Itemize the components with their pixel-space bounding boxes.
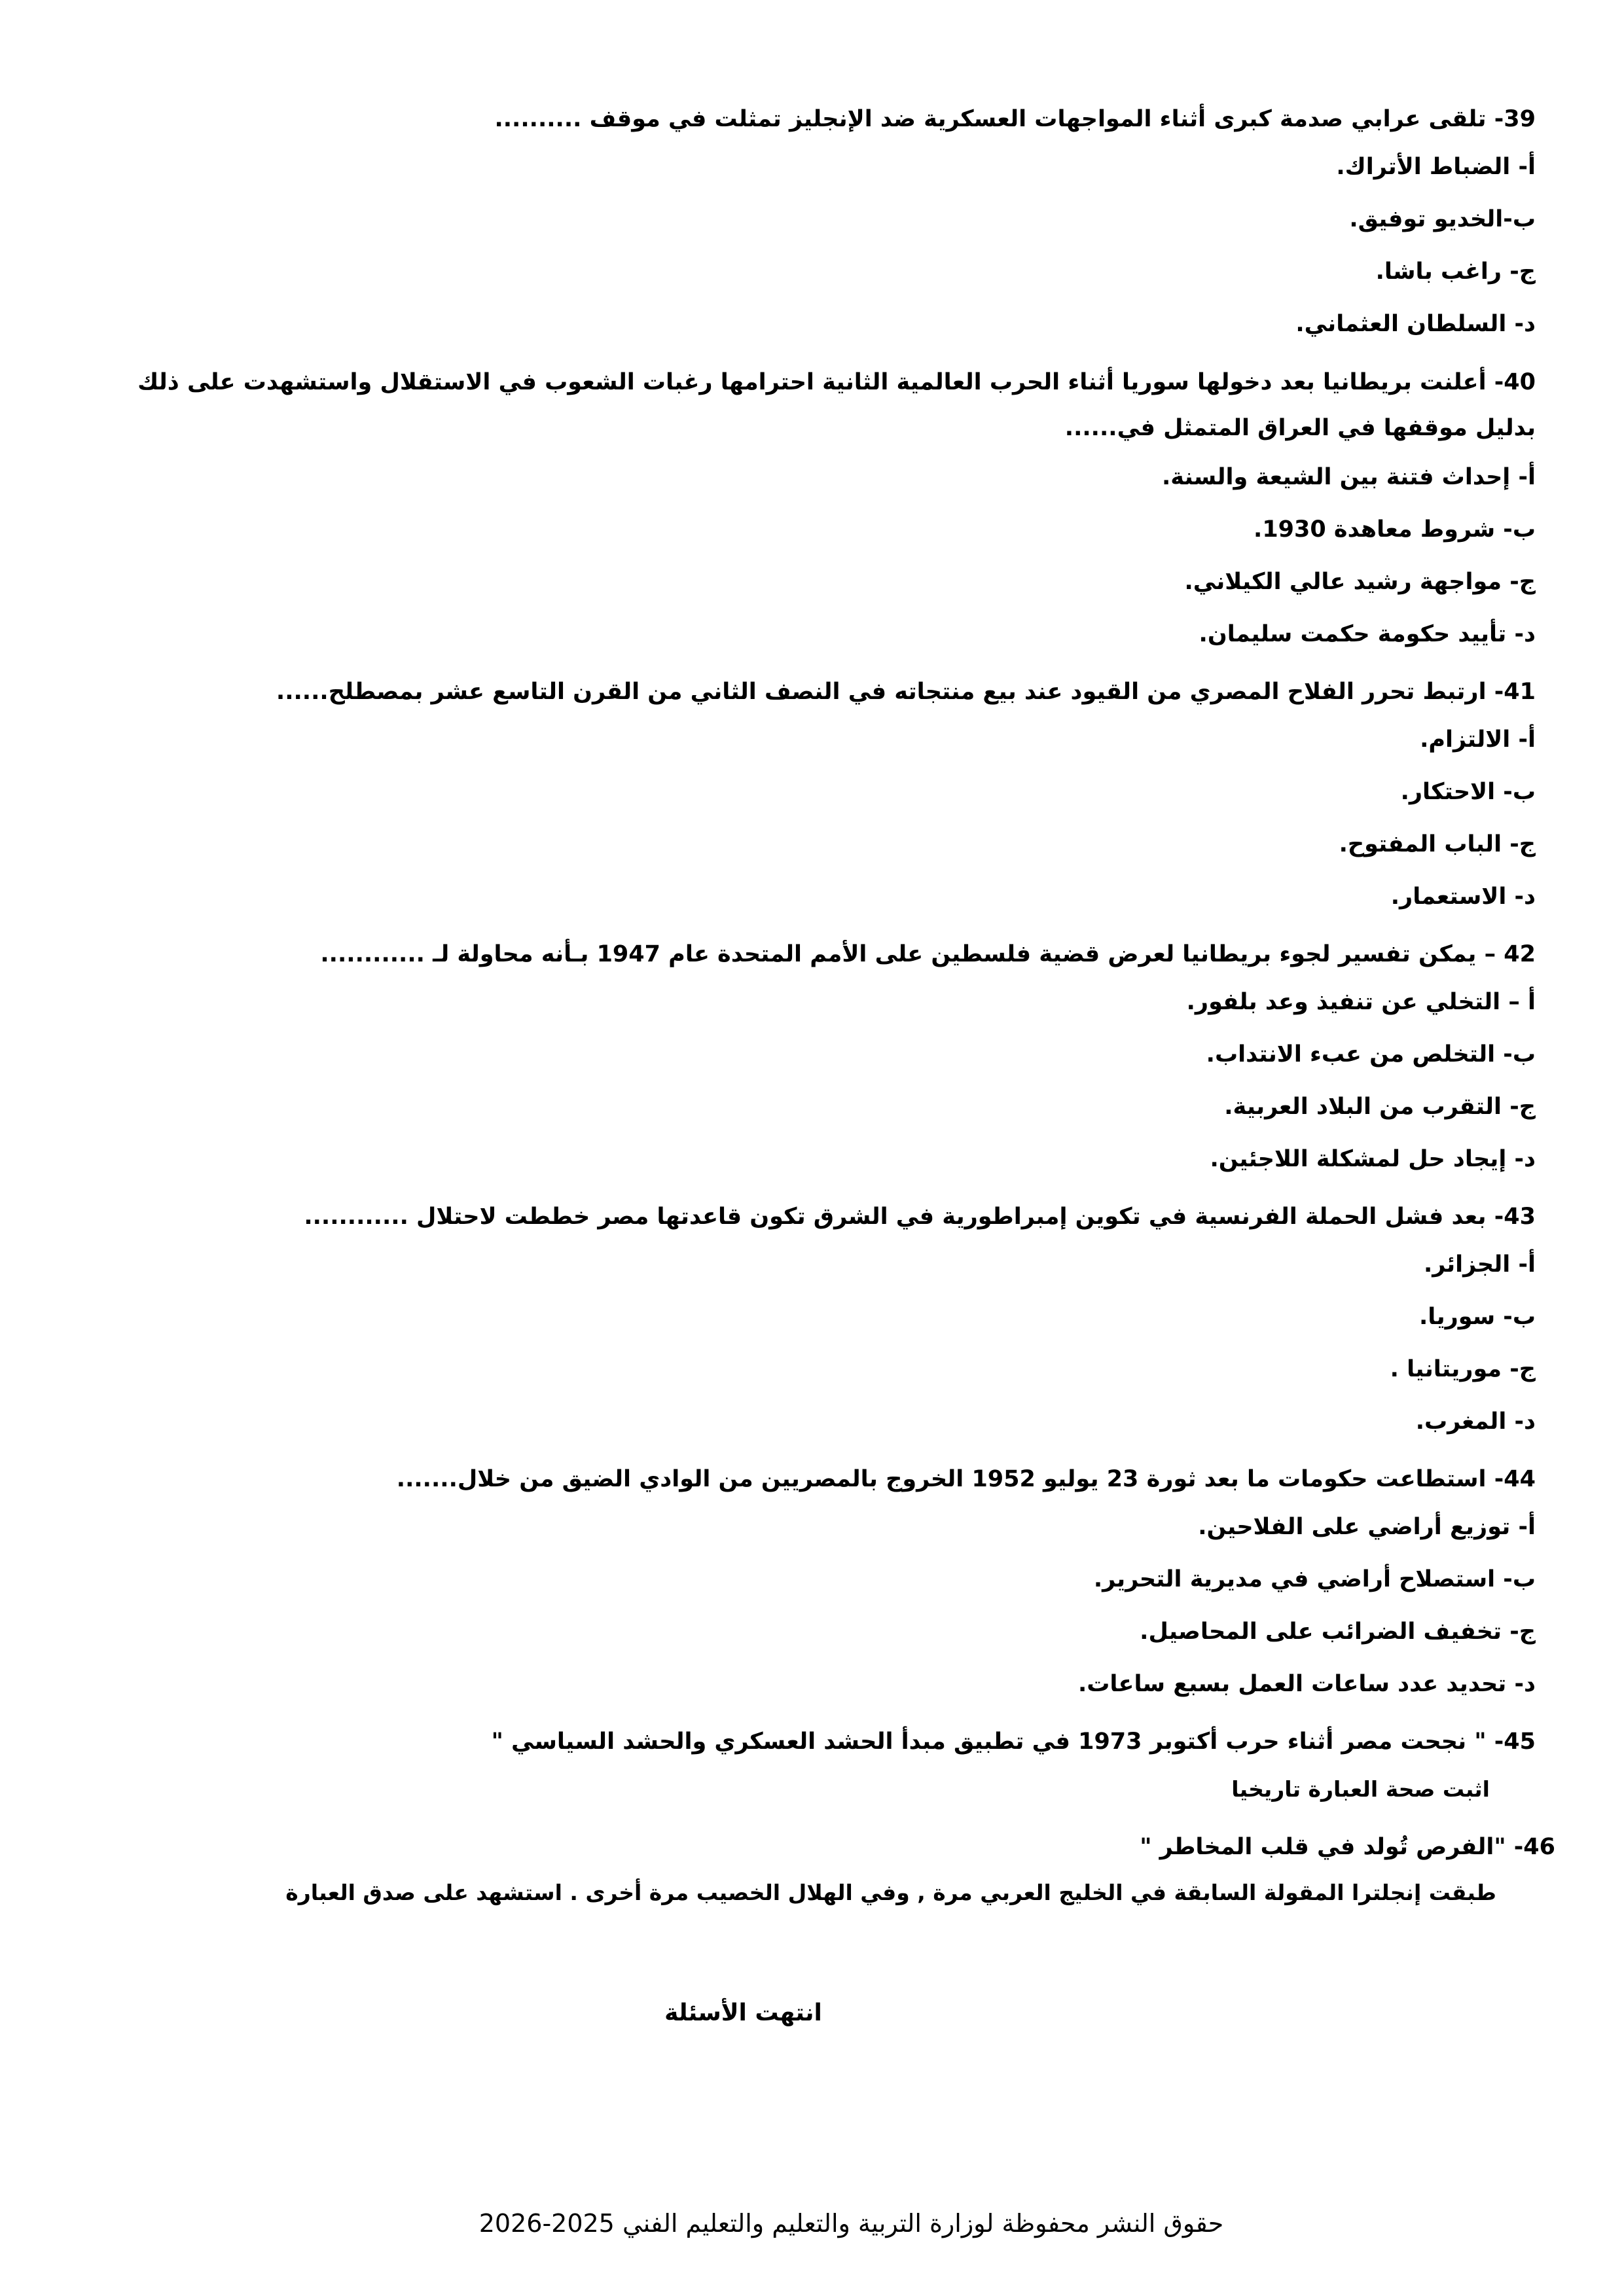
question-40 <box>89 359 1536 670</box>
question-44 <box>89 1457 1536 1719</box>
option-a: أ- توزيع أراضي على الفلاحين. <box>1198 1514 1536 1540</box>
question-text: 41- ارتبط تحرر الفلاح المصري من القيود عند بيع منتجاته في النصف الثاني من القرن التاسع عشر بمصطلح...... <box>276 679 1536 705</box>
option-b: ب- شروط معاهدة 1930. <box>1254 516 1536 543</box>
question-instruction: اثبت صحة العبارة تاريخيا <box>1231 1776 1490 1802</box>
option-c: ج- التقرب من البلاد العربية. <box>1224 1094 1536 1120</box>
option-b: ب- سوريا. <box>1419 1304 1536 1330</box>
question-text: 44- استطاعت حكومات ما بعد ثورة 23 يوليو 1952 الخروج بالمصريين من الوادي الضيق من خلال....... <box>396 1466 1536 1492</box>
option-b: ب- الاحتكار. <box>1400 779 1536 805</box>
option-c: ج- مواجهة رشيد عالي الكيلاني. <box>1184 569 1536 595</box>
question-text: 46- "الفرص تُولد في قلب المخاطر " <box>1140 1834 1555 1860</box>
option-d: د- تأييد حكومة حكمت سليمان. <box>1199 621 1536 647</box>
question-text: 43- بعد فشل الحملة الفرنسية في تكوين إمبراطورية في الشرق تكون قاعدتها مصر خططت لاحتلال ............ <box>304 1204 1536 1230</box>
option-a: أ- الجزائر. <box>1423 1251 1536 1278</box>
option-d: د- الاستعمار. <box>1390 884 1536 910</box>
copyright-footer: حقوق النشر محفوظة لوزارة التربية والتعليم والتعليم الفني 2025-2026 <box>478 2209 1224 2238</box>
option-a: أ – التخلي عن تنفيذ وعد بلفور. <box>1186 989 1536 1015</box>
option-a: أ- إحداث فتنة بين الشيعة والسنة. <box>1161 464 1536 490</box>
questions-section <box>89 97 1555 1910</box>
question-39 <box>89 97 1536 359</box>
option-d: د- تحديد عدد ساعات العمل بسبع ساعات. <box>1077 1671 1536 1697</box>
option-a: أ- الضباط الأتراك. <box>1336 154 1536 180</box>
option-b: ب-الخديو توفيق. <box>1349 206 1536 232</box>
option-d: د- المغرب. <box>1415 1408 1536 1435</box>
option-c: ج- الباب المفتوح. <box>1339 831 1536 857</box>
question-text: 40- أعلنت بريطانيا بعد دخولها سوريا أثناء الحرب العالمية الثانية احترامها رغبات الشعوب في الاستقلال واستشهدت على ذلك بدليل موقفها في العراق المتمثل في...... <box>137 369 1536 441</box>
question-text: 42 – يمكن تفسير لجوء بريطانيا لعرض قضية فلسطين على الأمم المتحدة عام 1947 بـأنه محاولة لـ ............ <box>320 941 1536 967</box>
option-b: ب- استصلاح أراضي في مديرية التحرير. <box>1093 1566 1536 1592</box>
question-45 <box>89 1719 1536 1825</box>
question-text: 39- تلقى عرابي صدمة كبرى أثناء المواجهات العسكرية ضد الإنجليز تمثلت في موقف .......... <box>494 106 1536 132</box>
option-c: ج- موريتانيا . <box>1390 1356 1536 1382</box>
question-46 <box>89 1825 1555 1910</box>
end-of-questions: انتهت الأسئلة <box>664 2000 822 2026</box>
question-text: 45- " نجحت مصر أثناء حرب أكتوبر 1973 في تطبيق مبدأ الحشد العسكري والحشد السياسي " <box>491 1729 1536 1755</box>
option-b: ب- التخلص من عبء الانتداب. <box>1206 1041 1536 1067</box>
option-d: د- السلطان العثماني. <box>1295 311 1536 337</box>
option-a: أ- الالتزام. <box>1420 726 1536 753</box>
option-d: د- إيجاد حل لمشكلة اللاجئين. <box>1210 1146 1536 1172</box>
option-c: ج- راغب باشا. <box>1375 259 1536 285</box>
question-instruction: طبقت إنجلترا المقولة السابقة في الخليج العربي مرة , وفي الهلال الخصيب مرة أخرى . استشهد على صدق العبارة <box>285 1880 1496 1905</box>
option-c: ج- تخفيف الضرائب على المحاصيل. <box>1140 1619 1536 1645</box>
question-43 <box>89 1194 1536 1457</box>
question-41 <box>89 670 1536 932</box>
question-42 <box>89 932 1536 1194</box>
